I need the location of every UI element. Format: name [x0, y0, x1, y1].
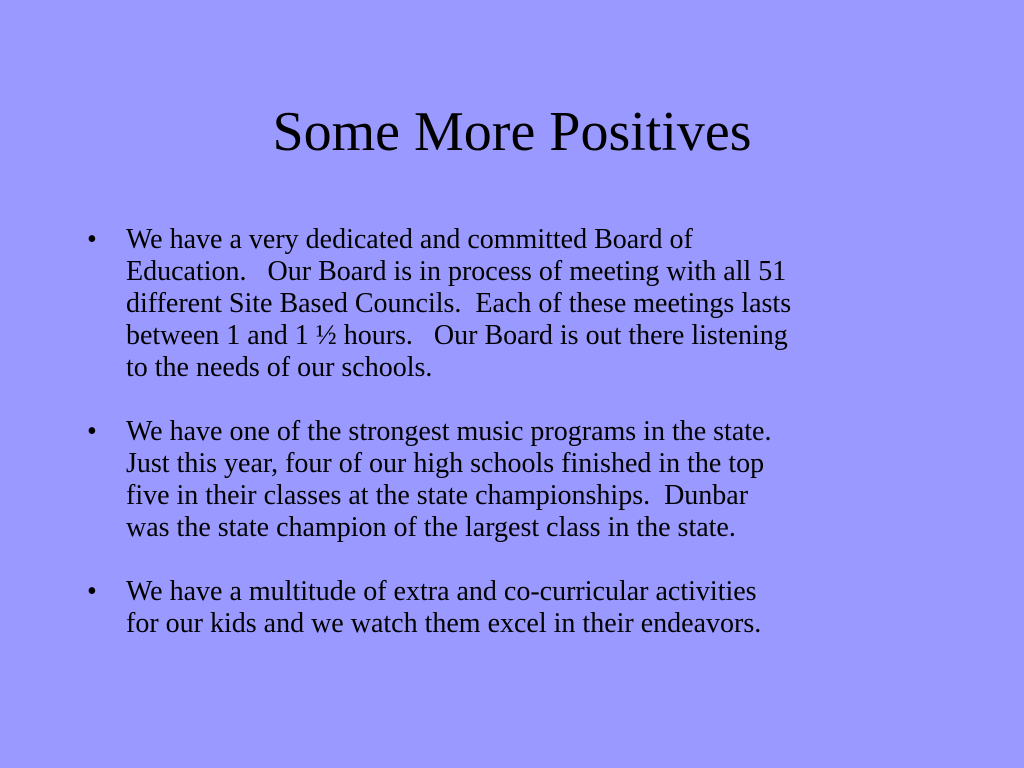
bullet-icon: •	[87, 224, 97, 255]
bullet-text-line: We have one of the strongest music programs in the state.	[126, 416, 772, 447]
bullet-text	[126, 576, 946, 640]
slide-title: Some More Positives	[272, 101, 752, 163]
bullet-icon: •	[87, 576, 97, 607]
bullet-text-line: We have a multitude of extra and co-curricular activities	[126, 576, 757, 607]
bullet-text-line: Education. Our Board is in process of meeting with all 51	[126, 256, 787, 287]
bullet-list	[87, 224, 947, 640]
bullet-text-line: five in their classes at the state championships. Dunbar	[126, 480, 749, 511]
bullet-item-board	[87, 224, 947, 384]
bullet-text-line: between 1 and 1 ½ hours. Our Board is out there listening	[126, 320, 788, 351]
bullet-text-line: Just this year, four of our high schools finished in the top	[126, 448, 765, 479]
bullet-text-line: different Site Based Councils. Each of these meetings lasts	[126, 288, 792, 319]
bullet-icon: •	[87, 416, 97, 447]
bullet-text-line: to the needs of our schools.	[126, 352, 433, 383]
bullet-item-activities	[87, 576, 947, 640]
bullet-text-line: for our kids and we watch them excel in their endeavors.	[126, 608, 762, 639]
bullet-text-line: We have a very dedicated and committed Board of	[126, 224, 693, 255]
bullet-text	[126, 416, 946, 544]
bullet-text	[126, 224, 946, 384]
bullet-text-line: was the state champion of the largest class in the state.	[126, 512, 736, 543]
bullet-item-music	[87, 416, 947, 544]
